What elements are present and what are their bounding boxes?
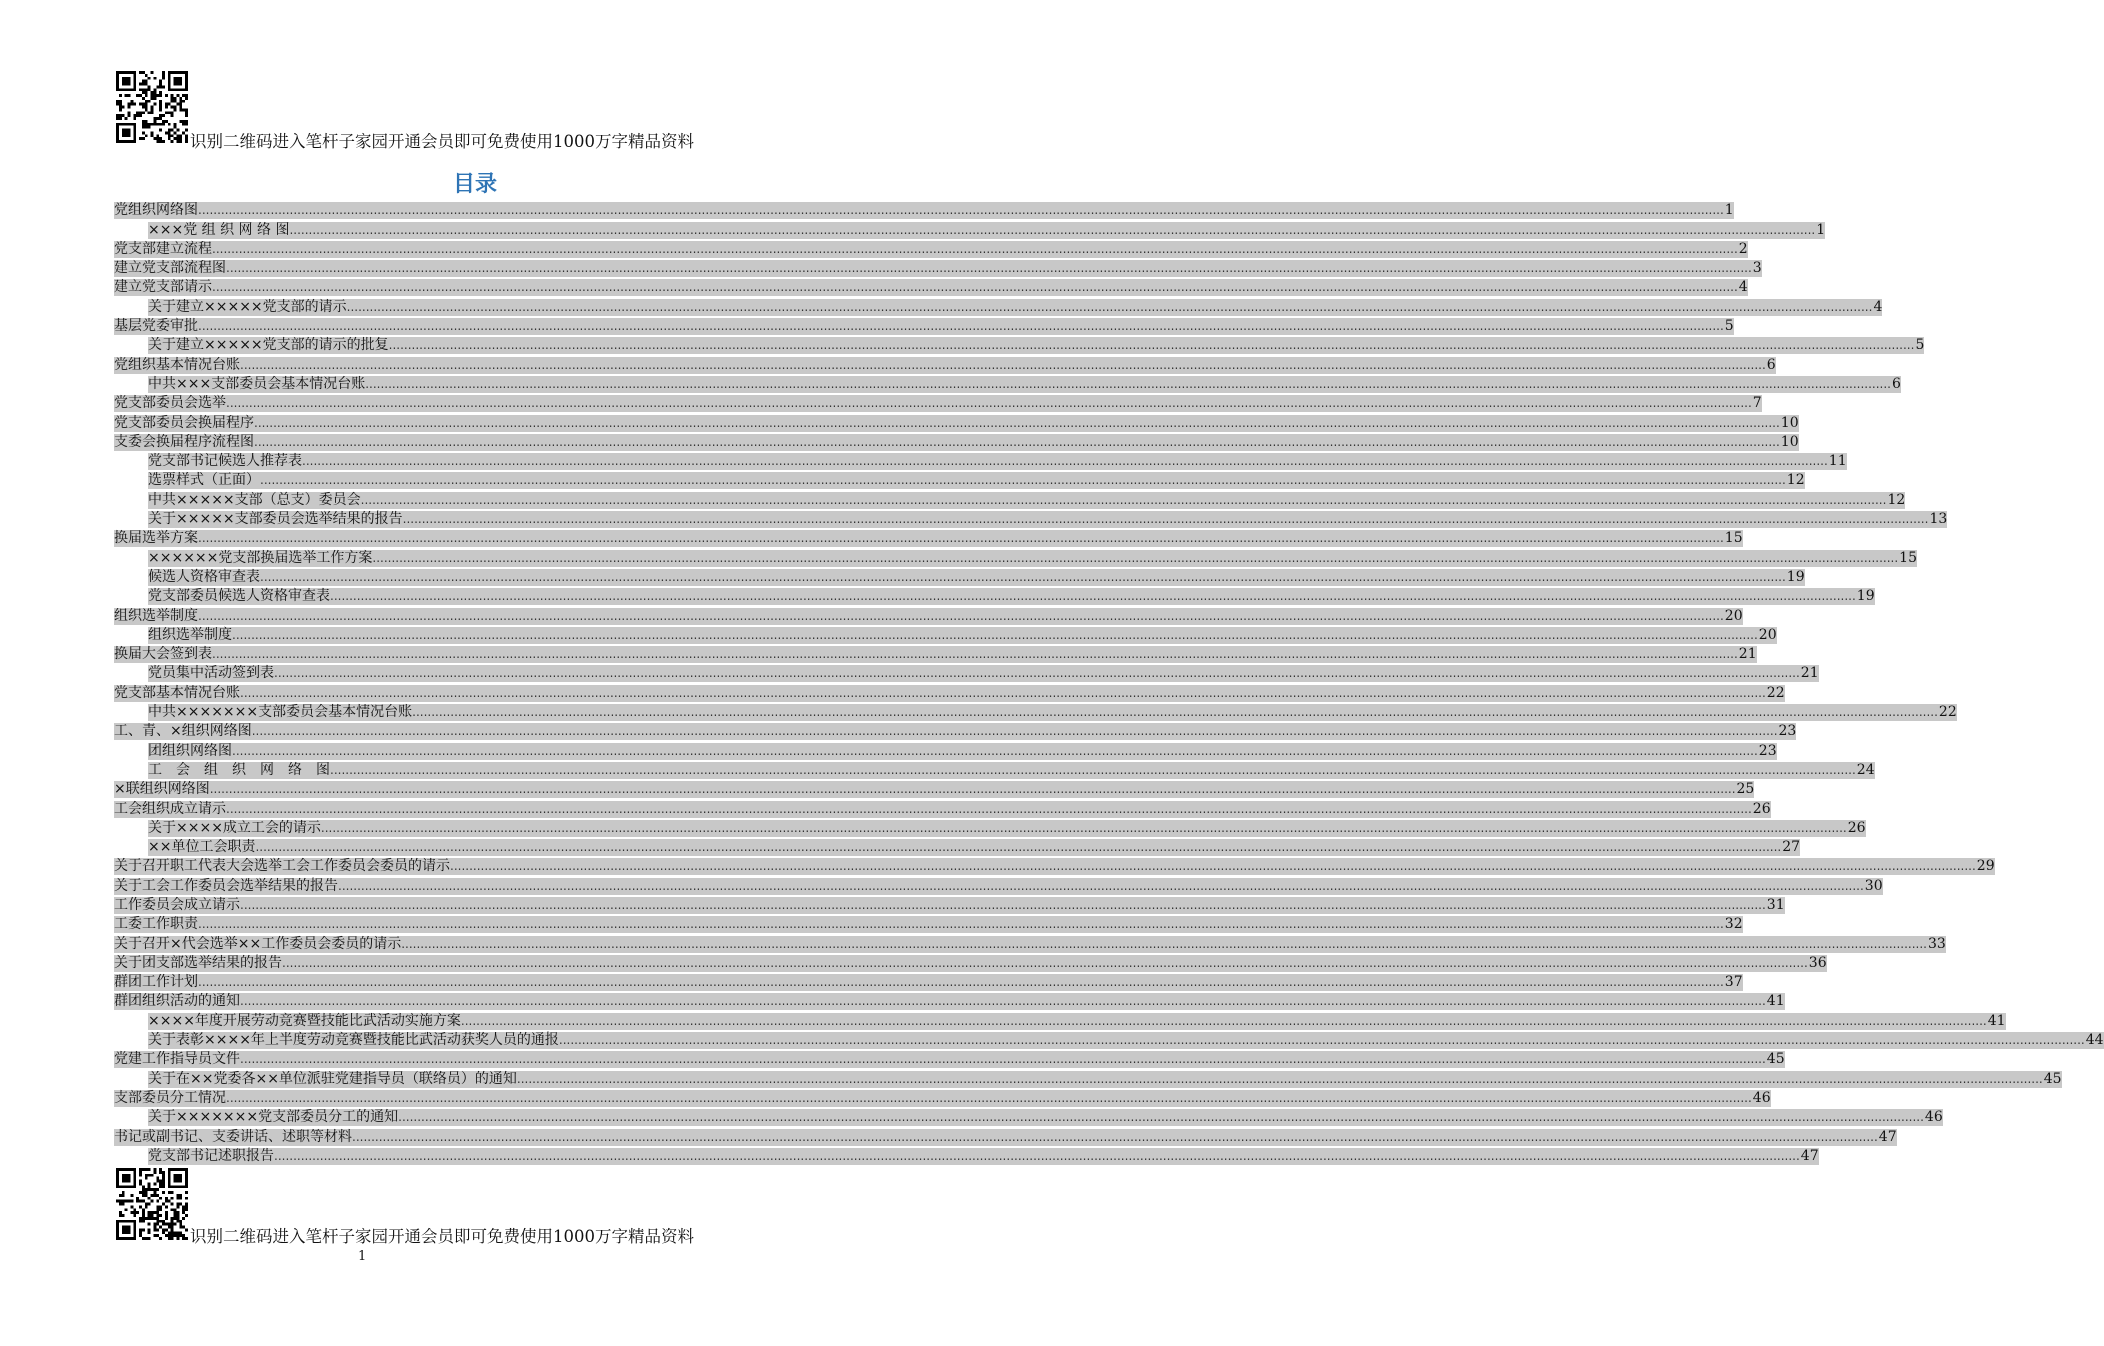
toc-leader-dots: ................................................................................................................................................................................................................................................................................................................................................................................................................ — [209, 782, 1736, 797]
toc-entry[interactable] — [114, 1126, 1897, 1145]
toc-entry-page: 45 — [1766, 1051, 1785, 1068]
toc-leader-dots: ................................................................................................................................................................................................................................................................................................................................................................................................................ — [558, 1033, 2085, 1048]
toc-entry-title: 组织选举制度 — [114, 607, 198, 624]
toc-entry[interactable] — [114, 933, 1946, 952]
toc-entry[interactable] — [114, 451, 1847, 470]
toc-entry[interactable] — [114, 354, 1776, 373]
toc-entry-page: 26 — [1752, 800, 1771, 817]
toc-entry[interactable] — [114, 895, 1785, 914]
toc-leader-dots: ................................................................................................................................................................................................................................................................................................................................................................................................................ — [232, 627, 1758, 642]
toc-leader-dots: ................................................................................................................................................................................................................................................................................................................................................................................................................ — [226, 261, 1752, 276]
toc-entry-page: 7 — [1752, 395, 1762, 412]
toc-entry[interactable] — [114, 335, 1925, 354]
toc-entry-page: 30 — [1864, 877, 1883, 894]
toc-entry-page: 19 — [1786, 568, 1805, 585]
toc-entry-page: 4 — [1873, 298, 1883, 315]
toc-entry-page: 5 — [1724, 318, 1734, 335]
toc-entry-title: 选票样式（正面） — [148, 472, 260, 489]
toc-entry[interactable] — [114, 644, 1757, 663]
toc-entry[interactable] — [114, 1030, 2104, 1049]
toc-entry-title: ××××年度开展劳动竞赛暨技能比武活动实施方案 — [148, 1012, 461, 1029]
page-title: 目录 — [452, 171, 497, 197]
toc-leader-dots: ................................................................................................................................................................................................................................................................................................................................................................................................................ — [198, 531, 1724, 546]
toc-entry-page: 46 — [1924, 1109, 1943, 1126]
toc-entry-title: 关于召开×代会选举××工作委员会委员的请示 — [114, 935, 402, 952]
toc-entry-page: 11 — [1828, 453, 1847, 470]
toc-entry-title: 党建工作指导员文件 — [114, 1051, 240, 1068]
toc-entry-page: 29 — [1976, 858, 1995, 875]
toc-entry[interactable] — [114, 277, 1748, 296]
toc-entry-title: ××单位工会职责 — [148, 839, 256, 856]
toc-entry-title: 建立党支部流程图 — [114, 260, 226, 277]
toc-leader-dots: ................................................................................................................................................................................................................................................................................................................................................................................................................ — [198, 917, 1724, 932]
toc-entry[interactable] — [114, 779, 1755, 798]
toc-entry-page: 13 — [1929, 511, 1948, 528]
toc-leader-dots: ................................................................................................................................................................................................................................................................................................................................................................................................................ — [226, 801, 1752, 816]
toc-entry-page: 6 — [1766, 356, 1776, 373]
toc-entry-page: 1 — [1816, 221, 1826, 238]
toc-entry-page: 23 — [1758, 742, 1777, 759]
toc-leader-dots: ................................................................................................................................................................................................................................................................................................................................................................................................................ — [450, 859, 1976, 874]
toc-entry-title: 支部委员分工情况 — [114, 1089, 226, 1106]
footer-banner: 识别二维码进入笔杆子家园开通会员即可免费使用1000万字精品资料 — [190, 1227, 694, 1246]
toc-leader-dots: ................................................................................................................................................................................................................................................................................................................................................................................................................ — [289, 222, 1816, 237]
toc-entry-title: 党支部委员会选举 — [114, 395, 226, 412]
toc-entry[interactable] — [114, 258, 1762, 277]
toc-entry[interactable] — [114, 219, 1826, 238]
qr-code-footer — [116, 1168, 188, 1240]
toc-entry-title: 关于在××党委各××单位派驻党建指导员（联络员）的通知 — [148, 1070, 517, 1087]
toc-entry-page: 6 — [1891, 375, 1901, 392]
toc-entry[interactable] — [114, 470, 1805, 489]
toc-entry-page: 15 — [1899, 549, 1917, 566]
toc-entry-page: 20 — [1758, 626, 1777, 643]
toc-entry-title: 党支部建立流程 — [114, 240, 212, 257]
toc-entry-title: 工会组织成立请示 — [114, 800, 226, 817]
toc-entry-page: 45 — [2043, 1070, 2062, 1087]
toc-entry-title: ×××党 组 织 网 络 图 — [148, 221, 290, 238]
toc-entry-title: 党支部基本情况台账 — [114, 684, 240, 701]
toc-entry[interactable] — [114, 393, 1762, 412]
toc-entry[interactable] — [114, 605, 1743, 624]
toc-entry-page: 10 — [1780, 433, 1799, 450]
toc-entry-title: 党支部委员会换届程序 — [114, 414, 254, 431]
toc-entry[interactable] — [114, 586, 1875, 605]
toc-entry[interactable] — [114, 1049, 1785, 1068]
toc-entry[interactable] — [114, 200, 1734, 219]
toc-entry-page: 5 — [1915, 337, 1925, 354]
toc-entry[interactable] — [114, 509, 1948, 528]
toc-leader-dots: ................................................................................................................................................................................................................................................................................................................................................................................................................ — [260, 569, 1786, 584]
toc-entry-title: 中共×××××支部（总支）委员会 — [148, 491, 361, 508]
toc-leader-dots: ................................................................................................................................................................................................................................................................................................................................................................................................................ — [240, 685, 1766, 700]
toc-entry[interactable] — [114, 702, 1957, 721]
toc-entry[interactable] — [114, 682, 1785, 701]
toc-leader-dots: ................................................................................................................................................................................................................................................................................................................................................................................................................ — [254, 415, 1780, 430]
toc-entry[interactable] — [114, 972, 1743, 991]
toc-entry-page: 26 — [1847, 819, 1866, 836]
toc-entry-page: 22 — [1766, 684, 1785, 701]
toc-entry[interactable] — [114, 1088, 1771, 1107]
toc-entry[interactable] — [114, 1068, 2062, 1087]
toc-entry-title: 关于×××××××党支部委员分工的通知 — [148, 1109, 399, 1126]
toc-leader-dots: ................................................................................................................................................................................................................................................................................................................................................................................................................ — [388, 338, 1915, 353]
toc-leader-dots: ................................................................................................................................................................................................................................................................................................................................................................................................................ — [346, 299, 1873, 314]
toc-entry[interactable] — [114, 991, 1785, 1010]
toc-entry-page: 47 — [1878, 1128, 1897, 1145]
toc-entry-page: 25 — [1736, 781, 1755, 798]
toc-leader-dots: ................................................................................................................................................................................................................................................................................................................................................................................................................ — [282, 955, 1808, 970]
toc-leader-dots: ................................................................................................................................................................................................................................................................................................................................................................................................................ — [402, 512, 1929, 527]
toc-entry-title: 工、青、×组织网络图 — [114, 723, 252, 740]
toc-entry-page: 19 — [1856, 588, 1875, 605]
toc-leader-dots: ................................................................................................................................................................................................................................................................................................................................................................................................................ — [302, 454, 1828, 469]
toc-entry-title: ××××××党支部换届选举工作方案 — [148, 549, 373, 566]
toc-entry-title: 中共×××支部委员会基本情况台账 — [148, 375, 366, 392]
toc-entry-page: 23 — [1778, 723, 1797, 740]
toc-entry-title: 支委会换届程序流程图 — [114, 433, 254, 450]
toc-entry-page: 27 — [1782, 839, 1801, 856]
toc-entry[interactable] — [114, 1107, 1943, 1126]
toc-entry-page: 15 — [1724, 530, 1743, 547]
toc-entry[interactable] — [114, 296, 1883, 315]
toc-entry[interactable] — [114, 625, 1777, 644]
toc-leader-dots: ................................................................................................................................................................................................................................................................................................................................................................................................................ — [212, 280, 1738, 295]
toc-entry[interactable] — [114, 837, 1801, 856]
toc-leader-dots: ................................................................................................................................................................................................................................................................................................................................................................................................................ — [372, 550, 1899, 565]
toc-entry-page: 31 — [1766, 896, 1785, 913]
toc-leader-dots: ................................................................................................................................................................................................................................................................................................................................................................................................................ — [251, 724, 1778, 739]
toc-leader-dots: ................................................................................................................................................................................................................................................................................................................................................................................................................ — [240, 994, 1766, 1009]
toc-entry[interactable] — [114, 818, 1866, 837]
toc-leader-dots: ................................................................................................................................................................................................................................................................................................................................................................................................................ — [398, 1110, 1924, 1125]
toc-leader-dots: ................................................................................................................................................................................................................................................................................................................................................................................................................ — [198, 975, 1724, 990]
toc-leader-dots: ................................................................................................................................................................................................................................................................................................................................................................................................................ — [240, 1052, 1766, 1067]
toc-leader-dots: ................................................................................................................................................................................................................................................................................................................................................................................................................ — [226, 396, 1752, 411]
toc-leader-dots: ................................................................................................................................................................................................................................................................................................................................................................................................................ — [212, 241, 1738, 256]
toc-entry-page: 46 — [1752, 1089, 1771, 1106]
toc-entry-title: 候选人资格审查表 — [148, 568, 260, 585]
toc-entry[interactable] — [114, 740, 1777, 759]
toc-entry-page: 44 — [2085, 1032, 2104, 1049]
toc-leader-dots: ................................................................................................................................................................................................................................................................................................................................................................................................................ — [274, 666, 1800, 681]
toc-entry[interactable] — [114, 1010, 2006, 1029]
toc-entry[interactable] — [114, 412, 1799, 431]
toc-leader-dots: ................................................................................................................................................................................................................................................................................................................................................................................................................ — [255, 840, 1782, 855]
toc-entry-title: 书记或副书记、支委讲话、述职等材料 — [114, 1128, 352, 1145]
toc-entry-page: 36 — [1808, 954, 1827, 971]
toc-entry-title: 工 会 组 织 网 络 图 — [148, 761, 330, 778]
toc-leader-dots: ................................................................................................................................................................................................................................................................................................................................................................................................................ — [212, 647, 1738, 662]
toc-leader-dots: ................................................................................................................................................................................................................................................................................................................................................................................................................ — [260, 473, 1786, 488]
toc-entry[interactable] — [114, 432, 1799, 451]
toc-entry-title: 党支部书记述职报告 — [148, 1147, 274, 1164]
toc-entry-title: 工作委员会成立请示 — [114, 896, 240, 913]
toc-entry-title: 换届选举方案 — [114, 530, 198, 547]
toc-entry-title: 关于建立×××××党支部的请示 — [148, 298, 347, 315]
toc-entry-title: 关于建立×××××党支部的请示的批复 — [148, 337, 389, 354]
toc-entry-title: 党组织网络图 — [114, 202, 198, 219]
toc-leader-dots: ................................................................................................................................................................................................................................................................................................................................................................................................................ — [254, 434, 1780, 449]
toc-leader-dots: ................................................................................................................................................................................................................................................................................................................................................................................................................ — [460, 1013, 1987, 1028]
toc-leader-dots: ................................................................................................................................................................................................................................................................................................................................................................................................................ — [226, 1090, 1752, 1105]
toc-entry-title: 基层党委审批 — [114, 318, 198, 335]
toc-entry-page: 47 — [1800, 1147, 1819, 1164]
toc-entry-page: 37 — [1724, 974, 1743, 991]
toc-entry-page: 21 — [1800, 665, 1819, 682]
toc-entry[interactable] — [114, 798, 1771, 817]
toc-entry-title: 组织选举制度 — [148, 626, 232, 643]
toc-leader-dots: ................................................................................................................................................................................................................................................................................................................................................................................................................ — [412, 705, 1938, 720]
toc-leader-dots: ................................................................................................................................................................................................................................................................................................................................................................................................................ — [365, 376, 1891, 391]
toc-entry-page: 22 — [1938, 704, 1957, 721]
toc-entry-title: 关于××××成立工会的请示 — [148, 819, 321, 836]
toc-entry-title: 党组织基本情况台账 — [114, 356, 240, 373]
toc-entry[interactable] — [114, 374, 1901, 393]
toc-leader-dots: ................................................................................................................................................................................................................................................................................................................................................................................................................ — [338, 878, 1864, 893]
page-number: 1 — [358, 1249, 367, 1264]
toc-entry[interactable] — [114, 875, 1883, 894]
toc-entry[interactable] — [114, 316, 1734, 335]
toc-entry-page: 41 — [1766, 993, 1785, 1010]
toc-entry[interactable] — [114, 547, 1917, 566]
toc-entry-page: 33 — [1927, 935, 1946, 952]
toc-entry[interactable] — [114, 914, 1743, 933]
toc-entry-title: 工委工作职责 — [114, 916, 198, 933]
toc-entry-title: 群团工作计划 — [114, 974, 198, 991]
toc-entry-title: 中共×××××××支部委员会基本情况台账 — [148, 704, 413, 721]
toc-leader-dots: ................................................................................................................................................................................................................................................................................................................................................................................................................ — [198, 608, 1724, 623]
toc-leader-dots: ................................................................................................................................................................................................................................................................................................................................................................................................................ — [198, 319, 1724, 334]
toc-entry-page: 41 — [1987, 1012, 2006, 1029]
toc-entry[interactable] — [114, 663, 1819, 682]
toc-entry-page: 24 — [1856, 761, 1875, 778]
toc-entry-page: 3 — [1752, 260, 1762, 277]
toc-entry-title: 建立党支部请示 — [114, 279, 212, 296]
toc-leader-dots: ................................................................................................................................................................................................................................................................................................................................................................................................................ — [232, 743, 1758, 758]
toc-entry[interactable] — [114, 1146, 1819, 1165]
toc-entry-page: 21 — [1738, 646, 1757, 663]
toc-entry[interactable] — [114, 239, 1748, 258]
toc-entry[interactable] — [114, 760, 1875, 779]
toc-leader-dots: ................................................................................................................................................................................................................................................................................................................................................................................................................ — [274, 1148, 1800, 1163]
toc-entry[interactable] — [114, 721, 1797, 740]
table-of-contents — [114, 200, 2104, 1165]
qr-code-header — [116, 71, 188, 143]
toc-entry-title: 关于召开职工代表大会选举工会工作委员会委员的请示 — [114, 858, 450, 875]
toc-entry-page: 12 — [1887, 491, 1906, 508]
toc-leader-dots: ................................................................................................................................................................................................................................................................................................................................................................................................................ — [320, 820, 1847, 835]
toc-entry-title: ×联组织网络图 — [114, 781, 210, 798]
toc-leader-dots: ................................................................................................................................................................................................................................................................................................................................................................................................................ — [360, 492, 1887, 507]
toc-entry-title: 党支部书记候选人推荐表 — [148, 453, 302, 470]
toc-leader-dots: ................................................................................................................................................................................................................................................................................................................................................................................................................ — [240, 897, 1766, 912]
toc-entry-title: 团组织网络图 — [148, 742, 232, 759]
toc-entry-page: 12 — [1786, 472, 1805, 489]
toc-leader-dots: ................................................................................................................................................................................................................................................................................................................................................................................................................ — [330, 589, 1856, 604]
toc-entry[interactable] — [114, 953, 1827, 972]
toc-leader-dots: ................................................................................................................................................................................................................................................................................................................................................................................................................ — [240, 357, 1766, 372]
toc-entry-page: 4 — [1738, 279, 1748, 296]
toc-entry[interactable] — [114, 489, 1906, 508]
toc-entry-page: 20 — [1724, 607, 1743, 624]
toc-leader-dots: ................................................................................................................................................................................................................................................................................................................................................................................................................ — [330, 762, 1856, 777]
toc-entry-title: 群团组织活动的通知 — [114, 993, 240, 1010]
toc-entry[interactable] — [114, 567, 1805, 586]
toc-entry-title: 关于团支部选举结果的报告 — [114, 954, 282, 971]
toc-entry-page: 10 — [1780, 414, 1799, 431]
toc-entry-page: 32 — [1724, 916, 1743, 933]
toc-entry-title: 关于工会工作委员会选举结果的报告 — [114, 877, 338, 894]
toc-entry-title: 党支部委员候选人资格审查表 — [148, 588, 330, 605]
header-banner: 识别二维码进入笔杆子家园开通会员即可免费使用1000万字精品资料 — [190, 132, 694, 151]
toc-entry-title: 关于表彰××××年上半度劳动竞赛暨技能比武活动获奖人员的通报 — [148, 1032, 559, 1049]
toc-leader-dots: ................................................................................................................................................................................................................................................................................................................................................................................................................ — [352, 1129, 1878, 1144]
toc-leader-dots: ................................................................................................................................................................................................................................................................................................................................................................................................................ — [516, 1071, 2043, 1086]
toc-entry-page: 2 — [1738, 240, 1748, 257]
toc-entry-title: 关于×××××支部委员会选举结果的报告 — [148, 511, 403, 528]
toc-entry[interactable] — [114, 528, 1743, 547]
toc-entry-page: 1 — [1724, 202, 1734, 219]
toc-entry-title: 换届大会签到表 — [114, 646, 212, 663]
toc-entry[interactable] — [114, 856, 1995, 875]
toc-leader-dots: ................................................................................................................................................................................................................................................................................................................................................................................................................ — [401, 936, 1927, 951]
toc-entry-title: 党员集中活动签到表 — [148, 665, 274, 682]
toc-leader-dots: ................................................................................................................................................................................................................................................................................................................................................................................................................ — [198, 203, 1724, 218]
